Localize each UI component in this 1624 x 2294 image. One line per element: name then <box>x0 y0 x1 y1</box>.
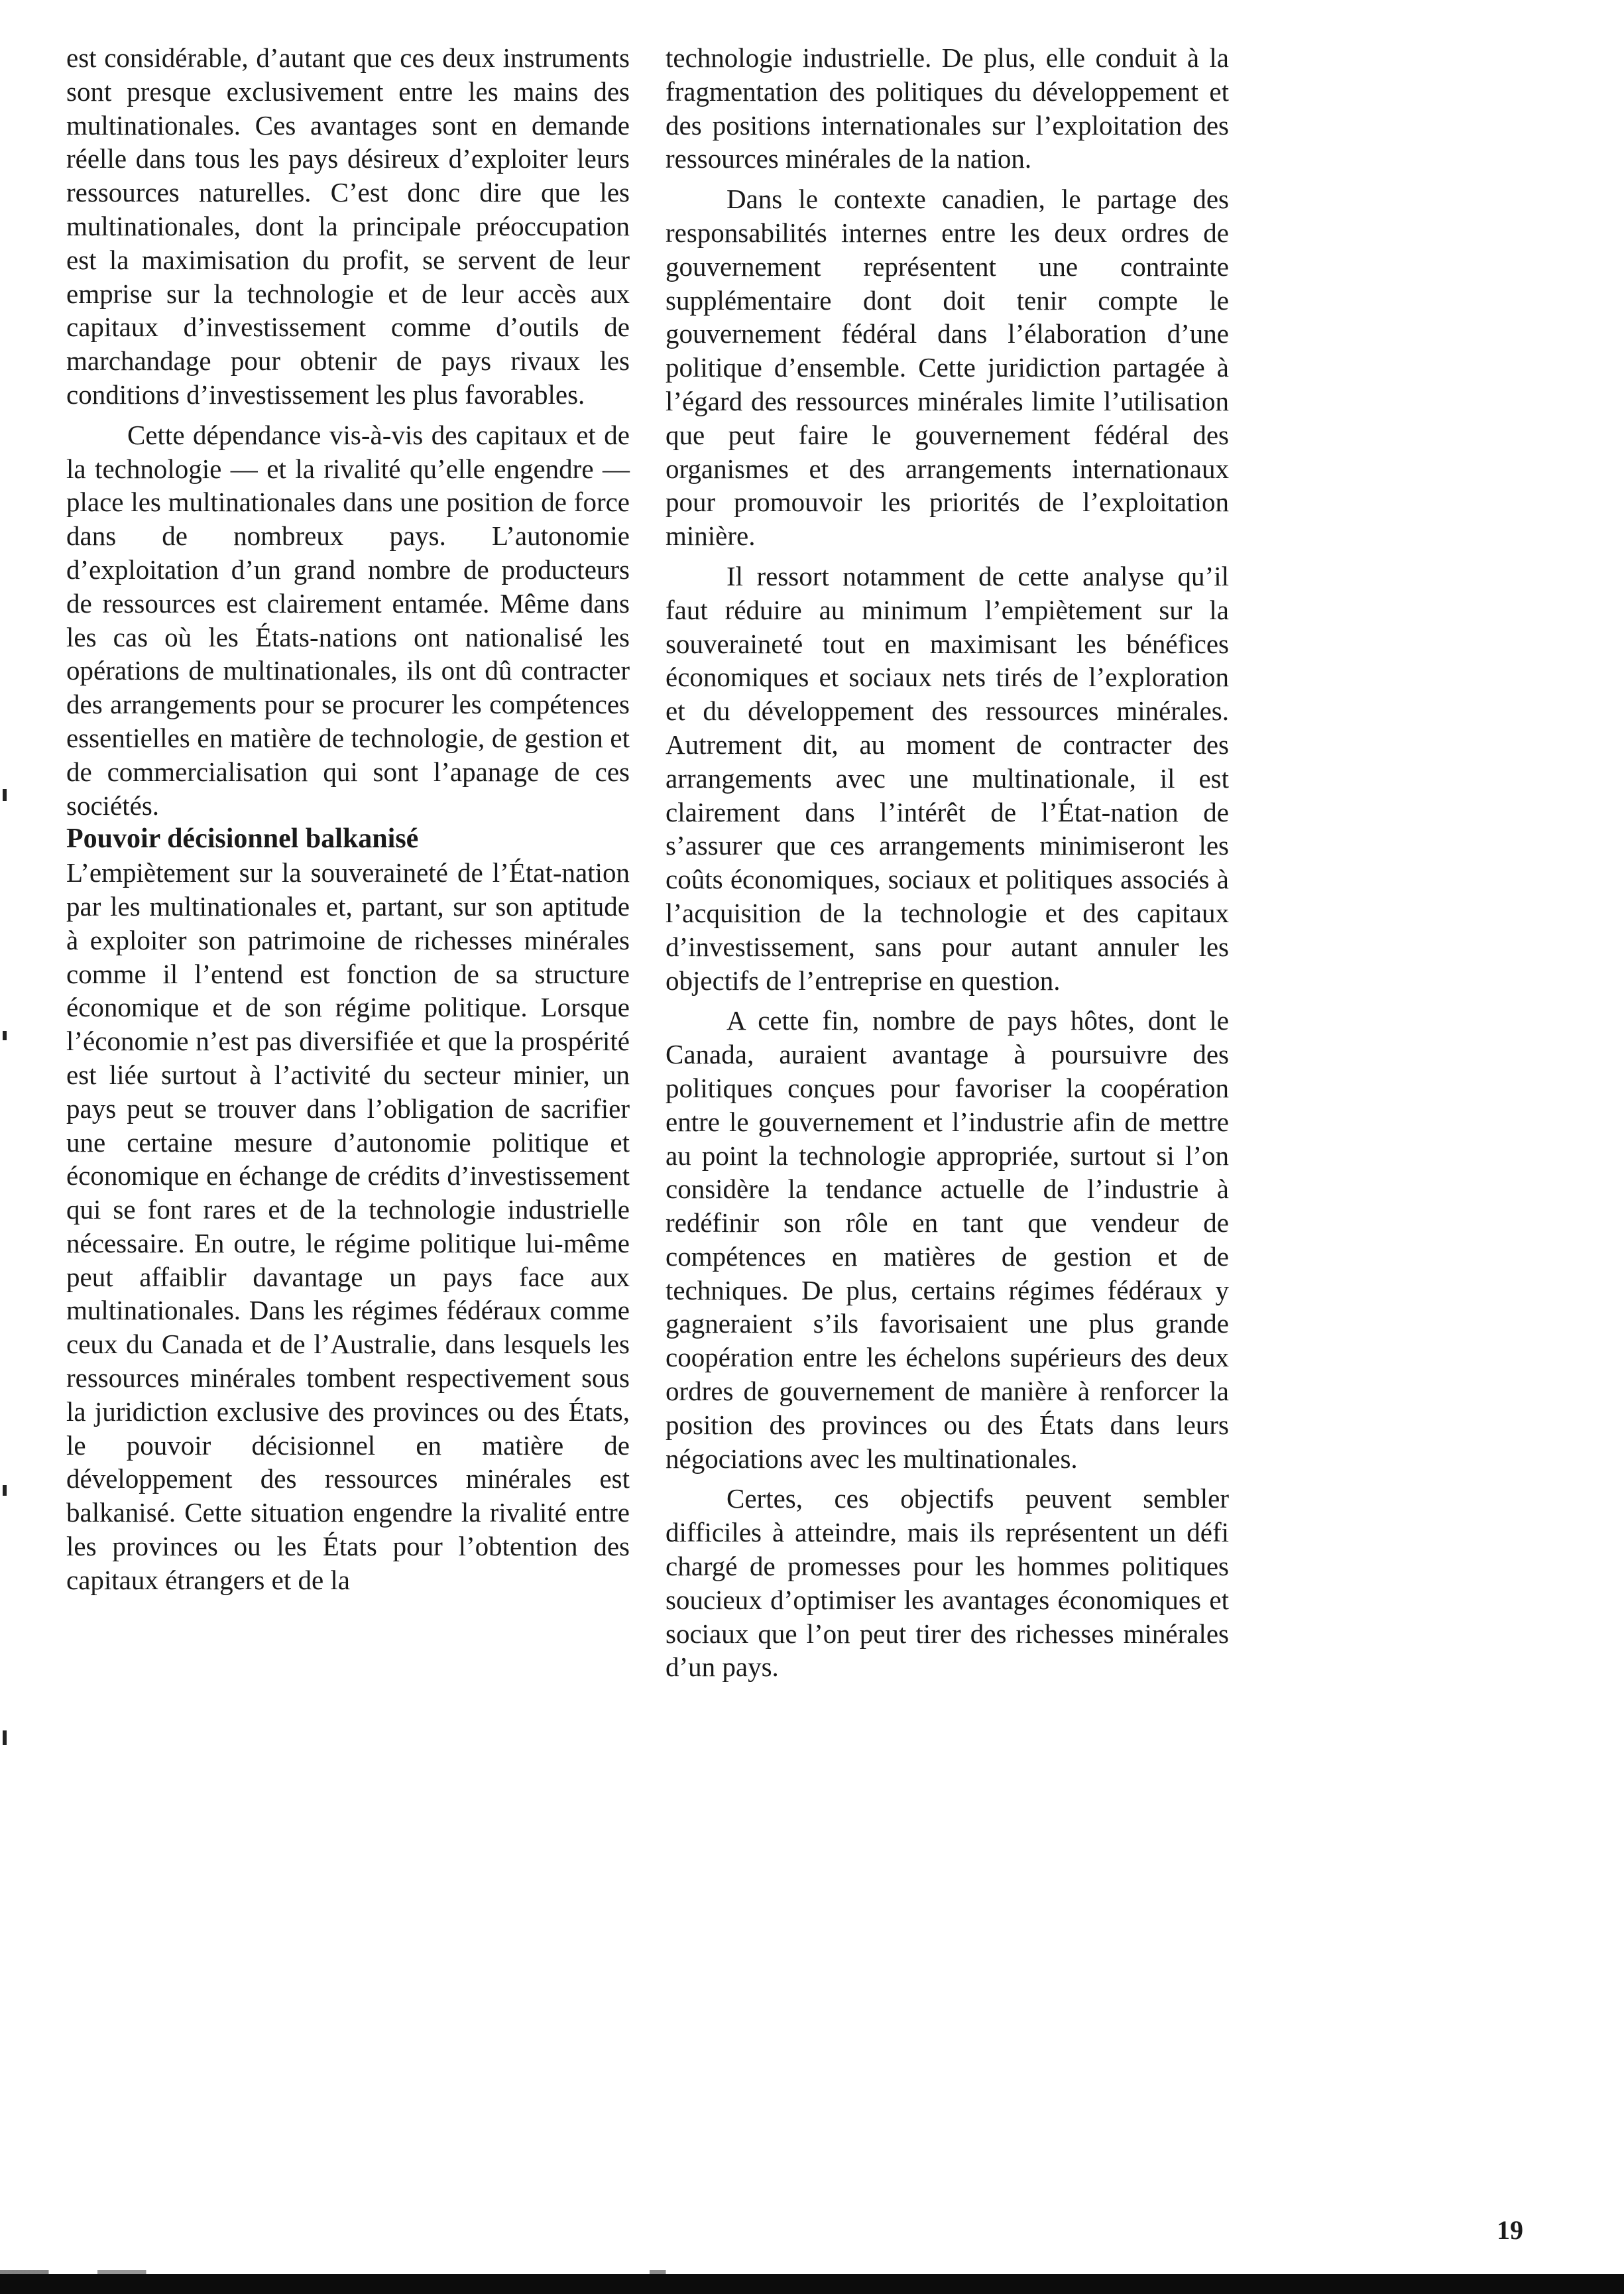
scan-margin-mark <box>3 1031 7 1040</box>
paragraph: A cette fin, nombre de pays hôtes, dont le Canada, auraient avantage à poursuivre des politiques conçues pour favoriser la coopération entre le gouvernement et l’industrie afin de mettre au point la technologie appropriée, surtout si l’on considère la tendance actuelle de l’industrie à redéfinir son rôle en tant que vendeur de compétences en matières de gestion et de techniques. De plus, certains régimes fédéraux y gagneraient s’ils favorisaient une plus grande coopération entre les échelons supérieurs des deux ordres de gouvernement de manière à renforcer la position des provinces ou des États dans leurs négociations avec les multinationales. <box>666 1005 1229 1474</box>
scan-margin-mark <box>3 1485 7 1496</box>
paragraph: Cette dépendance vis-à-vis des capitaux et de la technologie — et la rivalité qu’elle engendre — place les multinationales dans une position de force dans de nombreux pays. L’autonomie d’exploitation d’un grand nombre de producteurs de ressources est clairement entamée. Même dans les cas où les États-nations ont nationalisé les opérations de multinationales, ils ont dû contracter des arrangements pour se procurer les compétences essentielles en matière de technologie, de gestion et de commercialisation qui sont l’apanage de ces sociétés. <box>66 419 630 821</box>
scan-border-bar <box>0 2274 1624 2294</box>
scan-margin-mark <box>3 1730 7 1745</box>
paragraph: L’empiètement sur la souveraineté de l’État-nation par les multinationales et, partant, sur son aptitude à exploiter son patrimoine de richesses minérales comme il l’entend est fonction de sa structure économique et de son régime politique. Lorsque l’économie n’est pas diversifiée et que la prospérité est liée surtout à l’activité du secteur minier, un pays peut se trouver dans l’obligation de sacrifier une certaine mesure d’autonomie politique et économique en échange de crédits d’investissement qui se font rares et de la technologie industrielle nécessaire. En outre, le régime politique lui-même peut affaiblir davantage un pays face aux multinationales. Dans les régimes fédéraux comme ceux du Canada et de l’Australie, dans lesquels les ressources minérales tombent respectivement sous la juridiction exclusive des provinces ou des États, le pouvoir décisionnel en matière de développement des ressources minérales est balkanisé. Cette situation engendre la rivalité entre les provinces ou les États pour l’obtention des capitaux étrangers et de la <box>66 857 630 1595</box>
page-number: 19 <box>1497 2215 1523 2245</box>
paragraph: Il ressort notamment de cette analyse qu’il faut réduire au minimum l’empiètement sur la souveraineté tout en maximisant les bénéfices économiques et sociaux nets tirés de l’exploration et du développement des ressources minérales. Autrement dit, au moment de contracter des arrangements avec une multinationale, il est clairement dans l’intérêt de l’État-nation de s’assurer que ces arrangements minimiseront les coûts économiques, sociaux et politiques associés à l’acquisition de la technologie et des capitaux d’investissement, sans pour autant annuler les objectifs de l’entreprise en question. <box>666 560 1229 996</box>
scan-margin-mark <box>3 789 7 801</box>
paragraph: Dans le contexte canadien, le partage des responsabilités internes entre les deux ordres de gouvernement représentent une contrainte supplémentaire dont doit tenir compte le gouvernement fédéral dans l’élaboration d’une politique d’ensemble. Cette juridiction partagée à l’égard des ressources minérales limite l’utilisation que peut faire le gouvernement fédéral des organismes et des arrangements internationaux pour promouvoir les priorités de l’exploitation minière. <box>666 184 1229 552</box>
paragraph: Certes, ces objectifs peuvent sembler difficiles à atteindre, mais ils représentent un défi chargé de promesses pour les hommes politiques soucieux d’optimiser les avantages économiques et sociaux que l’on peut tirer des richesses minérales d’un pays. <box>666 1483 1229 1683</box>
paragraph: est considérable, d’autant que ces deux instruments sont presque exclusivement entre les mains des multinationales. Ces avantages sont en demande réelle dans tous les pays désireux d’exploiter leurs ressources naturelles. C’est donc dire que les multinationales, dont la principale préoccupation est la maximisation du profit, se servent de leur emprise sur la technologie et de leur accès aux capitaux d’investissement comme d’outils de marchandage pour obtenir de pays rivaux les conditions d’investissement les plus favorables. <box>66 42 630 410</box>
paragraph: technologie industrielle. De plus, elle conduit à la fragmentation des politiques du développement et des positions internationales sur l’exploitation des ressources minérales de la nation. <box>666 42 1229 174</box>
section-heading: Pouvoir décisionnel balkanisé <box>66 823 419 855</box>
left-column <box>66 41 630 1597</box>
right-column <box>666 41 1229 1684</box>
